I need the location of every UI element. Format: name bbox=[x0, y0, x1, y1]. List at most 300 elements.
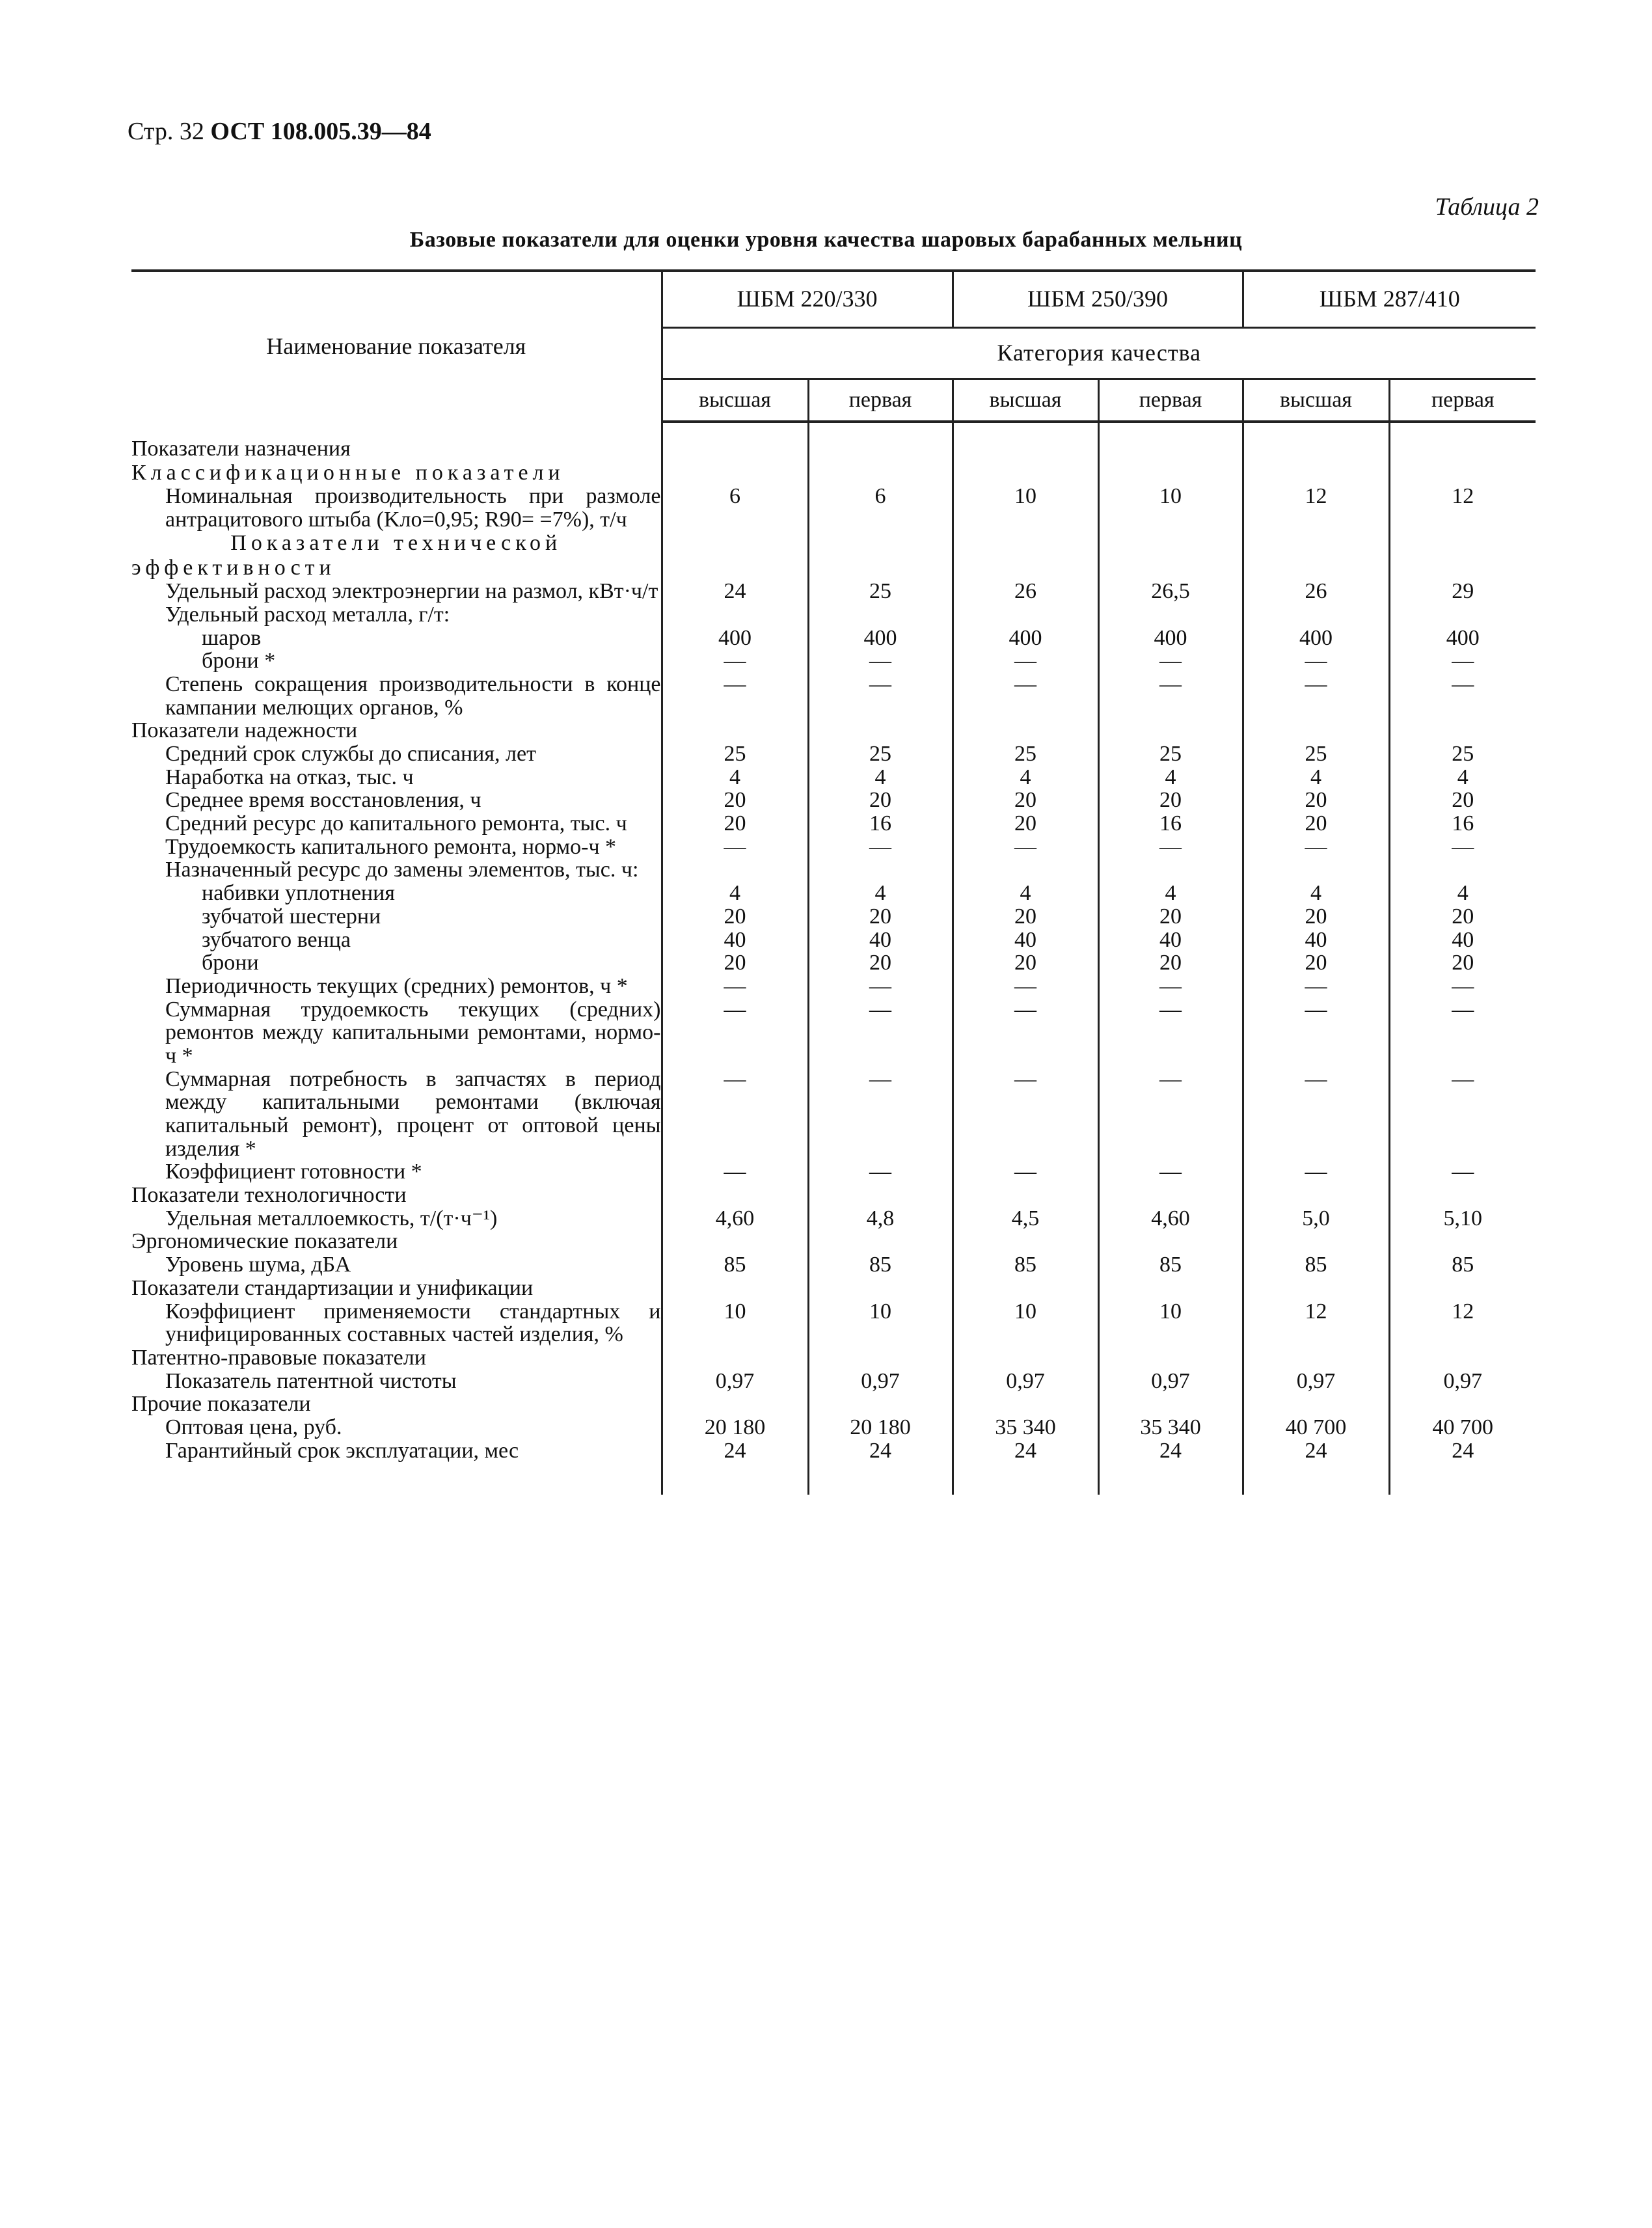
indicator-value: — bbox=[953, 836, 1098, 859]
indicator-value: 20 180 bbox=[808, 1416, 953, 1439]
page-header bbox=[128, 117, 431, 146]
indicator-value: 4,8 bbox=[808, 1207, 953, 1230]
indicator-value: 40 700 bbox=[1243, 1416, 1389, 1439]
indicator-value: — bbox=[808, 836, 953, 859]
indicator-value: 400 bbox=[662, 627, 808, 650]
subgroup-heading-row bbox=[131, 461, 1536, 485]
indicator-value bbox=[662, 719, 808, 742]
indicator-value bbox=[953, 603, 1098, 627]
indicator-name: зубчатой шестерни bbox=[202, 904, 381, 929]
indicator-value bbox=[1098, 461, 1243, 485]
indicator-value: — bbox=[1389, 673, 1536, 719]
group-heading: Показатели стандартизации и унификации bbox=[131, 1275, 534, 1300]
group-heading: Показатели технологичности bbox=[131, 1183, 407, 1208]
indicator-value: — bbox=[953, 998, 1098, 1068]
spacer-cell bbox=[1098, 422, 1243, 437]
indicator-value: — bbox=[662, 998, 808, 1068]
indicator-value: 10 bbox=[662, 1300, 808, 1346]
indicator-value bbox=[1243, 1346, 1389, 1370]
indicator-name: Гарантийный срок эксплуатации, мес bbox=[165, 1438, 519, 1463]
indicator-value: 0,97 bbox=[953, 1370, 1098, 1393]
group-heading-row bbox=[131, 437, 1536, 461]
indicator-value: — bbox=[1389, 975, 1536, 998]
indicator-value: 20 bbox=[808, 789, 953, 812]
indicator-value: — bbox=[662, 673, 808, 719]
indicator-value: 20 bbox=[662, 905, 808, 929]
indicator-value: 40 bbox=[1098, 929, 1243, 952]
indicator-value: 20 bbox=[953, 789, 1098, 812]
indicator-value: 20 bbox=[1243, 905, 1389, 929]
indicator-name: Средний ресурс до капитального ремонта, тыс. ч bbox=[165, 811, 627, 836]
indicator-value: 0,97 bbox=[662, 1370, 808, 1393]
indicator-value bbox=[662, 1392, 808, 1416]
column-header-grade: высшая bbox=[953, 379, 1098, 422]
indicator-value: — bbox=[1389, 836, 1536, 859]
indicator-value: 26 bbox=[1243, 580, 1389, 603]
indicator-value: — bbox=[808, 673, 953, 719]
group-heading-row bbox=[131, 1346, 1536, 1370]
indicator-value bbox=[1098, 1277, 1243, 1300]
indicator-name: Номинальная производительность при размоле антрацитового штыба (Kло=0,95; R90= =7%), т/ч bbox=[165, 484, 661, 532]
indicator-value bbox=[662, 461, 808, 485]
indicator-name: Удельный расход металла, г/т: bbox=[165, 602, 450, 627]
indicator-value: 6 bbox=[808, 485, 953, 531]
table-row bbox=[131, 1416, 1536, 1439]
indicator-value: 4 bbox=[662, 766, 808, 789]
indicator-value: — bbox=[1098, 1068, 1243, 1161]
group-heading-row bbox=[131, 1392, 1536, 1416]
spacer-cell bbox=[953, 1462, 1098, 1495]
spacer-cell bbox=[131, 1462, 662, 1495]
indicator-value: 20 bbox=[808, 951, 953, 975]
spacer-cell bbox=[1243, 1462, 1389, 1495]
indicator-value: — bbox=[662, 975, 808, 998]
indicator-name: Назначенный ресурс до замены элементов, тыс. ч: bbox=[165, 858, 639, 882]
indicator-name: Среднее время восстановления, ч bbox=[165, 788, 481, 813]
indicator-value: 25 bbox=[662, 742, 808, 766]
indicator-value: — bbox=[808, 975, 953, 998]
group-heading-row bbox=[131, 1277, 1536, 1300]
indicator-name: набивки уплотнения bbox=[202, 881, 395, 906]
indicator-value: 24 bbox=[1389, 1439, 1536, 1463]
indicator-value bbox=[1098, 858, 1243, 882]
indicator-value bbox=[1243, 1392, 1389, 1416]
spacer-cell bbox=[808, 1462, 953, 1495]
indicator-value: 85 bbox=[1389, 1253, 1536, 1277]
indicator-value: 5,0 bbox=[1243, 1207, 1389, 1230]
indicator-value: 4,60 bbox=[1098, 1207, 1243, 1230]
indicator-value: 29 bbox=[1389, 580, 1536, 603]
table-row bbox=[131, 673, 1536, 719]
table-row bbox=[131, 485, 1536, 531]
table-row bbox=[131, 858, 1536, 882]
indicator-value: 4 bbox=[1389, 766, 1536, 789]
indicator-value bbox=[953, 1392, 1098, 1416]
indicator-value bbox=[1243, 1230, 1389, 1253]
indicator-value: 85 bbox=[662, 1253, 808, 1277]
indicator-value: — bbox=[1389, 649, 1536, 673]
indicator-value: 10 bbox=[1098, 1300, 1243, 1346]
indicator-value: 20 bbox=[1389, 789, 1536, 812]
indicator-value bbox=[953, 858, 1098, 882]
indicator-value: 40 700 bbox=[1389, 1416, 1536, 1439]
table-row bbox=[131, 882, 1536, 905]
indicator-name: Периодичность текущих (средних) ремонтов, ч * bbox=[165, 973, 628, 998]
table-row bbox=[131, 1068, 1536, 1161]
indicator-value bbox=[1098, 437, 1243, 461]
indicator-value: 4 bbox=[662, 882, 808, 905]
indicator-value: 400 bbox=[1243, 627, 1389, 650]
indicator-value: 0,97 bbox=[808, 1370, 953, 1393]
spacer-cell bbox=[808, 422, 953, 437]
group-heading-row bbox=[131, 1230, 1536, 1253]
indicator-value: — bbox=[1389, 1160, 1536, 1184]
group-heading: Эргономические показатели bbox=[131, 1229, 398, 1254]
indicator-value: 0,97 bbox=[1098, 1370, 1243, 1393]
column-header-grade: высшая bbox=[1243, 379, 1389, 422]
table-title: Базовые показатели для оценки уровня качества шаровых барабанных мельниц bbox=[409, 228, 1243, 252]
indicator-value bbox=[1389, 719, 1536, 742]
quality-indicators-table bbox=[131, 269, 1536, 1495]
table-row bbox=[131, 742, 1536, 766]
indicator-value: 85 bbox=[953, 1253, 1098, 1277]
indicator-value bbox=[662, 531, 808, 580]
indicator-value: 0,97 bbox=[1389, 1370, 1536, 1393]
indicator-value bbox=[1098, 1346, 1243, 1370]
indicator-value bbox=[808, 437, 953, 461]
column-header-name: Наименование показателя bbox=[131, 271, 662, 422]
indicator-value: — bbox=[808, 1068, 953, 1161]
indicator-value bbox=[953, 437, 1098, 461]
table-body bbox=[131, 422, 1536, 1495]
indicator-name: Коэффициент применяемости стандартных и унифицированных составных частей изделия, % bbox=[165, 1299, 661, 1347]
indicator-value: — bbox=[1243, 673, 1389, 719]
indicator-value bbox=[808, 461, 953, 485]
indicator-value bbox=[1389, 1392, 1536, 1416]
indicator-value: 20 bbox=[1243, 951, 1389, 975]
indicator-value: 85 bbox=[808, 1253, 953, 1277]
column-header-grade: высшая bbox=[662, 379, 808, 422]
indicator-value: 24 bbox=[808, 1439, 953, 1463]
indicator-value bbox=[1389, 531, 1536, 580]
table-row bbox=[131, 929, 1536, 952]
indicator-value: 10 bbox=[1098, 485, 1243, 531]
indicator-name: Оптовая цена, руб. bbox=[165, 1415, 342, 1439]
indicator-value: 5,10 bbox=[1389, 1207, 1536, 1230]
indicator-value: 25 bbox=[1389, 742, 1536, 766]
indicator-value: 20 bbox=[662, 951, 808, 975]
indicator-value: 4 bbox=[1389, 882, 1536, 905]
indicator-value bbox=[953, 1230, 1098, 1253]
indicator-value: 20 bbox=[1098, 951, 1243, 975]
indicator-name: Удельная металлоемкость, т/(т·ч⁻¹) bbox=[165, 1206, 498, 1230]
indicator-value: 40 bbox=[953, 929, 1098, 952]
indicator-value: 12 bbox=[1243, 1300, 1389, 1346]
indicator-value: 20 bbox=[1389, 951, 1536, 975]
indicator-value bbox=[1243, 1184, 1389, 1207]
spacer-cell bbox=[662, 1462, 808, 1495]
indicator-value bbox=[662, 858, 808, 882]
indicator-value: — bbox=[953, 1160, 1098, 1184]
indicator-value bbox=[1389, 858, 1536, 882]
table-row bbox=[131, 627, 1536, 650]
indicator-value: 24 bbox=[953, 1439, 1098, 1463]
indicator-value: — bbox=[662, 836, 808, 859]
indicator-value bbox=[953, 719, 1098, 742]
indicator-value: 24 bbox=[662, 1439, 808, 1463]
indicator-name: шаров bbox=[202, 625, 262, 650]
table-row bbox=[131, 1370, 1536, 1393]
indicator-value: — bbox=[662, 1068, 808, 1161]
spacer-cell bbox=[131, 422, 662, 437]
indicator-value: 40 bbox=[1389, 929, 1536, 952]
indicator-value: — bbox=[1098, 975, 1243, 998]
indicator-value bbox=[1389, 461, 1536, 485]
indicator-value: 400 bbox=[808, 627, 953, 650]
indicator-value: 4 bbox=[808, 882, 953, 905]
indicator-value: 10 bbox=[953, 1300, 1098, 1346]
group-heading-row bbox=[131, 1184, 1536, 1207]
group-heading-row bbox=[131, 719, 1536, 742]
indicator-value bbox=[1389, 1346, 1536, 1370]
indicator-name: Суммарная потребность в запчастях в период между капитальными ремонтами (включая капитальный ремонт), процент от оптовой цены изделия * bbox=[165, 1066, 661, 1161]
indicator-value bbox=[662, 1230, 808, 1253]
table-row bbox=[131, 905, 1536, 929]
indicator-value: 20 bbox=[1389, 905, 1536, 929]
indicator-value: 25 bbox=[808, 580, 953, 603]
indicator-value: — bbox=[1243, 998, 1389, 1068]
indicator-value: 400 bbox=[953, 627, 1098, 650]
column-header-grade: первая bbox=[1389, 379, 1536, 422]
table-row bbox=[131, 1300, 1536, 1346]
indicator-value bbox=[953, 1346, 1098, 1370]
table-row bbox=[131, 1439, 1536, 1463]
indicator-name: Наработка на отказ, тыс. ч bbox=[165, 765, 414, 789]
subgroup-heading: Показатели технической эффективности bbox=[131, 531, 562, 580]
indicator-value: 35 340 bbox=[953, 1416, 1098, 1439]
indicator-value bbox=[808, 858, 953, 882]
indicator-value: — bbox=[808, 649, 953, 673]
table-row bbox=[131, 1160, 1536, 1184]
indicator-value: — bbox=[662, 1160, 808, 1184]
indicator-value bbox=[1243, 858, 1389, 882]
table-row bbox=[131, 1207, 1536, 1230]
table-row bbox=[131, 812, 1536, 836]
indicator-value: 24 bbox=[1098, 1439, 1243, 1463]
indicator-value bbox=[1243, 1277, 1389, 1300]
indicator-value bbox=[953, 461, 1098, 485]
table-row bbox=[131, 836, 1536, 859]
indicator-value: 4 bbox=[1243, 766, 1389, 789]
indicator-value bbox=[808, 1346, 953, 1370]
indicator-value: — bbox=[1389, 998, 1536, 1068]
spacer-cell bbox=[662, 422, 808, 437]
indicator-value bbox=[1098, 1392, 1243, 1416]
indicator-value: 4 bbox=[1098, 766, 1243, 789]
indicator-value: — bbox=[953, 975, 1098, 998]
indicator-name: Трудоемкость капитального ремонта, нормо-ч * bbox=[165, 834, 617, 859]
indicator-value bbox=[1098, 1230, 1243, 1253]
indicator-value bbox=[662, 603, 808, 627]
indicator-name: брони * bbox=[202, 649, 276, 673]
group-heading: Патентно-правовые показатели bbox=[131, 1345, 426, 1370]
indicator-value bbox=[808, 1277, 953, 1300]
indicator-value bbox=[1243, 531, 1389, 580]
indicator-value: 25 bbox=[808, 742, 953, 766]
table-label: Таблица 2 bbox=[1435, 193, 1539, 221]
indicator-value: 12 bbox=[1389, 1300, 1536, 1346]
indicator-value bbox=[1389, 437, 1536, 461]
indicator-value: 26 bbox=[953, 580, 1098, 603]
indicator-value: 20 bbox=[1243, 789, 1389, 812]
indicator-value: 4 bbox=[953, 882, 1098, 905]
indicator-value: 20 bbox=[1243, 812, 1389, 836]
indicator-name: Уровень шума, дБА bbox=[165, 1253, 351, 1277]
column-header-model: ШБМ 250/390 bbox=[953, 271, 1243, 328]
indicator-value: 24 bbox=[662, 580, 808, 603]
indicator-value: 40 bbox=[1243, 929, 1389, 952]
indicator-value: 0,97 bbox=[1243, 1370, 1389, 1393]
indicator-value bbox=[1243, 719, 1389, 742]
indicator-value: 400 bbox=[1098, 627, 1243, 650]
table-row bbox=[131, 998, 1536, 1068]
indicator-value: — bbox=[1243, 649, 1389, 673]
indicator-value bbox=[1098, 719, 1243, 742]
indicator-value: 12 bbox=[1243, 485, 1389, 531]
indicator-value bbox=[662, 1277, 808, 1300]
indicator-value: 10 bbox=[953, 485, 1098, 531]
indicator-value bbox=[662, 437, 808, 461]
indicator-value: 40 bbox=[662, 929, 808, 952]
indicator-value: — bbox=[808, 1160, 953, 1184]
indicator-value bbox=[808, 1230, 953, 1253]
document-code: ОСТ 108.005.39—84 bbox=[210, 118, 431, 145]
page-label: Стр. 32 bbox=[128, 118, 204, 145]
indicator-value: — bbox=[953, 649, 1098, 673]
indicator-value: 4 bbox=[953, 766, 1098, 789]
table-row bbox=[131, 1253, 1536, 1277]
indicator-value bbox=[808, 603, 953, 627]
indicator-value: 85 bbox=[1243, 1253, 1389, 1277]
indicator-value: 35 340 bbox=[1098, 1416, 1243, 1439]
spacer-cell bbox=[1389, 1462, 1536, 1495]
indicator-value: 400 bbox=[1389, 627, 1536, 650]
indicator-value: 20 bbox=[953, 812, 1098, 836]
indicator-name: зубчатого венца bbox=[202, 927, 351, 952]
indicator-value bbox=[1243, 603, 1389, 627]
table-row bbox=[131, 951, 1536, 975]
indicator-value bbox=[808, 531, 953, 580]
column-header-model: ШБМ 287/410 bbox=[1243, 271, 1536, 328]
indicator-value bbox=[1389, 603, 1536, 627]
indicator-value: — bbox=[662, 649, 808, 673]
indicator-value: — bbox=[1098, 673, 1243, 719]
indicator-value: 20 180 bbox=[662, 1416, 808, 1439]
subgroup-heading: Классификационные показатели bbox=[131, 460, 565, 485]
indicator-value: — bbox=[1243, 1068, 1389, 1161]
column-header-grade: первая bbox=[808, 379, 953, 422]
table-row bbox=[131, 789, 1536, 812]
column-header-grade: первая bbox=[1098, 379, 1243, 422]
indicator-value: — bbox=[1098, 836, 1243, 859]
indicator-name: Показатель патентной чистоты bbox=[165, 1368, 457, 1393]
indicator-value: — bbox=[808, 998, 953, 1068]
indicator-value: 20 bbox=[1098, 905, 1243, 929]
indicator-value: 12 bbox=[1389, 485, 1536, 531]
group-heading: Показатели назначения bbox=[131, 437, 351, 461]
indicator-value: 25 bbox=[953, 742, 1098, 766]
spacer-cell bbox=[1098, 1462, 1243, 1495]
indicator-value bbox=[1243, 461, 1389, 485]
group-heading: Показатели надежности bbox=[131, 718, 358, 743]
indicator-value: 4,60 bbox=[662, 1207, 808, 1230]
indicator-value bbox=[1389, 1184, 1536, 1207]
table-row bbox=[131, 580, 1536, 603]
spacer-cell bbox=[953, 422, 1098, 437]
indicator-value: 6 bbox=[662, 485, 808, 531]
indicator-value bbox=[1098, 1184, 1243, 1207]
spacer-cell bbox=[1389, 422, 1536, 437]
indicator-value: — bbox=[1243, 836, 1389, 859]
indicator-value: — bbox=[1098, 1160, 1243, 1184]
table-row bbox=[131, 766, 1536, 789]
indicator-value: 16 bbox=[808, 812, 953, 836]
subgroup-heading-row bbox=[131, 531, 1536, 580]
indicator-value: — bbox=[953, 1068, 1098, 1161]
indicator-value: 26,5 bbox=[1098, 580, 1243, 603]
indicator-value: 4,5 bbox=[953, 1207, 1098, 1230]
indicator-value: — bbox=[1098, 649, 1243, 673]
indicator-value bbox=[808, 1392, 953, 1416]
indicator-name: Суммарная трудоемкость текущих (средних) ремонтов между капитальными ремонтами, нормо-ч * bbox=[165, 997, 661, 1068]
indicator-value bbox=[662, 1184, 808, 1207]
indicator-value bbox=[1389, 1230, 1536, 1253]
indicator-value: 16 bbox=[1389, 812, 1536, 836]
indicator-name: Удельный расход электроэнергии на размол, кВт·ч/т bbox=[165, 579, 658, 604]
indicator-value bbox=[953, 531, 1098, 580]
indicator-value: — bbox=[1098, 998, 1243, 1068]
indicator-value: 20 bbox=[1098, 789, 1243, 812]
spacer-cell bbox=[1243, 422, 1389, 437]
indicator-value bbox=[953, 1184, 1098, 1207]
indicator-value: 85 bbox=[1098, 1253, 1243, 1277]
table-row bbox=[131, 603, 1536, 627]
indicator-value: 20 bbox=[953, 905, 1098, 929]
indicator-value bbox=[1243, 437, 1389, 461]
indicator-value: 4 bbox=[808, 766, 953, 789]
indicator-value: 25 bbox=[1243, 742, 1389, 766]
indicator-value: — bbox=[1389, 1068, 1536, 1161]
indicator-value: 4 bbox=[1243, 882, 1389, 905]
indicator-value bbox=[1098, 603, 1243, 627]
indicator-value: 4 bbox=[1098, 882, 1243, 905]
indicator-value bbox=[808, 1184, 953, 1207]
indicator-value bbox=[1389, 1277, 1536, 1300]
indicator-value: 25 bbox=[1098, 742, 1243, 766]
column-header-category: Категория качества bbox=[662, 328, 1536, 379]
indicator-value bbox=[953, 1277, 1098, 1300]
indicator-value: 20 bbox=[662, 812, 808, 836]
indicator-name: брони bbox=[202, 951, 259, 975]
indicator-name: Коэффициент готовности * bbox=[165, 1160, 422, 1184]
indicator-value: 10 bbox=[808, 1300, 953, 1346]
indicator-value: 16 bbox=[1098, 812, 1243, 836]
indicator-name: Средний срок службы до списания, лет bbox=[165, 742, 536, 767]
indicator-value: 24 bbox=[1243, 1439, 1389, 1463]
indicator-value: 40 bbox=[808, 929, 953, 952]
indicator-value: — bbox=[953, 673, 1098, 719]
indicator-value: — bbox=[1243, 1160, 1389, 1184]
